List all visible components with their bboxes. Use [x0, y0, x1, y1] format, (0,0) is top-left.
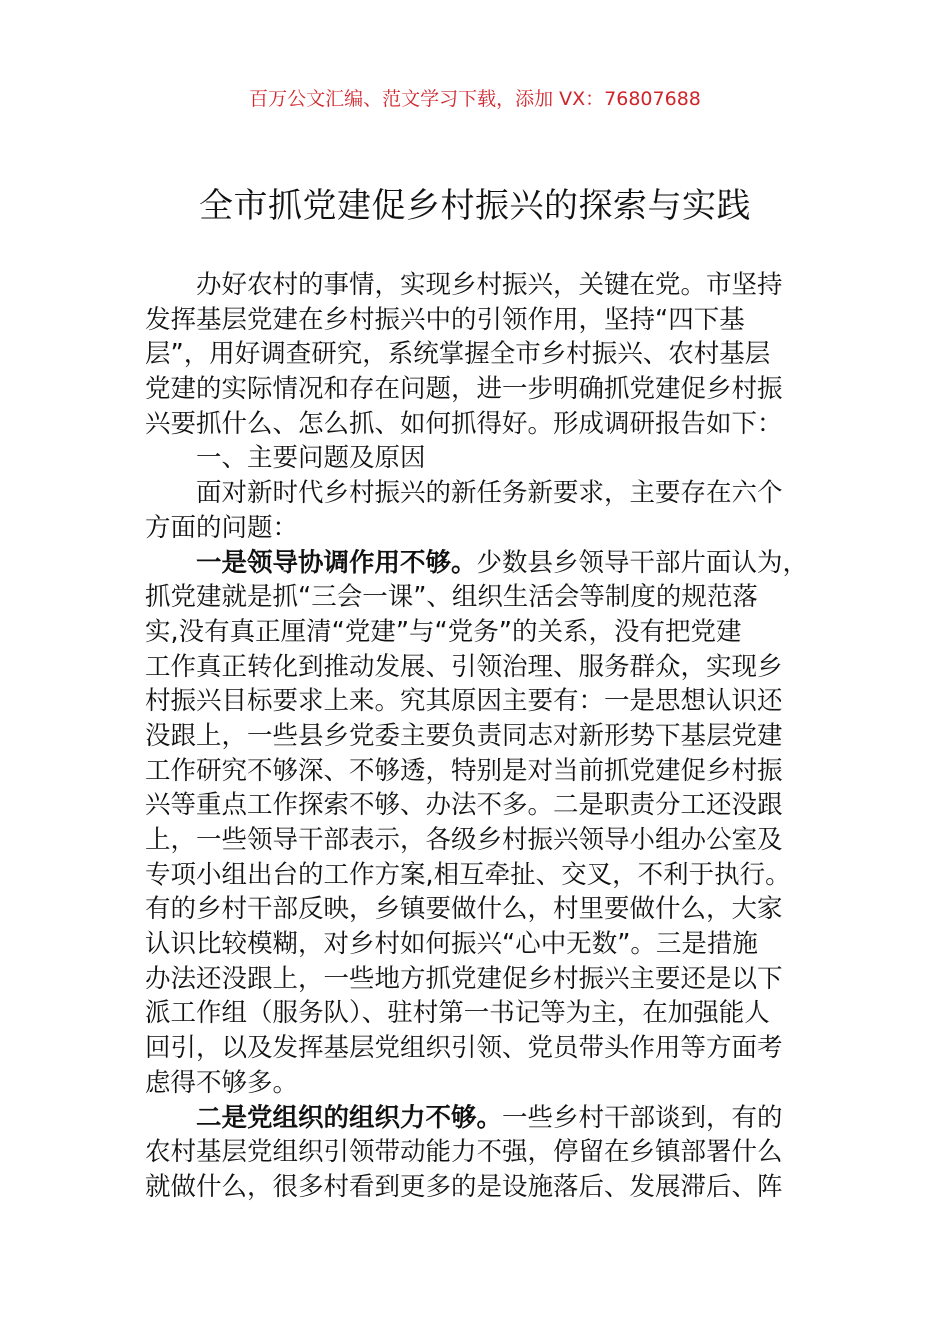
text-line [145, 580, 845, 615]
text-line [145, 754, 845, 789]
text-line [145, 719, 845, 754]
text-line [145, 650, 845, 685]
text-line [145, 996, 845, 1031]
text-line [145, 337, 845, 372]
text-line [145, 372, 845, 407]
line-text: 少数县乡领导干部片面认为， [476, 547, 809, 578]
line-text: 派工作组（服务队）、驻村第一书记等为主，在加强能人 [145, 998, 770, 1029]
line-text: 面对新时代乡村振兴的新任务新要求，主要存在六个 [196, 478, 783, 509]
line-text: 农村基层党组织引领带动能力不强，停留在乡镇部署什么 [145, 1137, 783, 1168]
line-text: 认识比较模糊，对乡村如何振兴“心中无数”。三是措施 [145, 929, 758, 960]
line-text: 抓党建就是抓“三会一课”、组织生活会等制度的规范落 [145, 582, 758, 613]
line-text: 回引，以及发挥基层党组织引领、党员带头作用等方面考 [145, 1033, 783, 1064]
text-line [145, 927, 845, 962]
line-text: 有的乡村干部反映，乡镇要做什么，村里要做什么，大家 [145, 894, 783, 925]
text-line [145, 441, 845, 476]
text-line [145, 1135, 845, 1170]
line-text: 工作研究不够深、不够透，特别是对当前抓党建促乡村振 [145, 755, 783, 786]
line-text: 实,没有真正厘清“党建”与“党务”的关系，没有把党建 [145, 616, 742, 647]
text-line [145, 858, 845, 893]
text-line [145, 962, 845, 997]
line-text: 党建的实际情况和存在问题，进一步明确抓党建促乡村振 [145, 374, 783, 405]
text-line [145, 1031, 845, 1066]
text-line [145, 407, 845, 442]
line-text: 层”，用好调查研究，系统掌握全市乡村振兴、农村基层 [145, 339, 771, 370]
watermark-header: 百万公文汇编、范文学习下载，添加 VX：76807688 [249, 88, 701, 110]
bold-heading: 一是领导协调作用不够。 [196, 547, 477, 578]
line-text: 方面的问题： [145, 512, 299, 543]
text-line [145, 1170, 845, 1205]
line-text: 没跟上，一些县乡党委主要负责同志对新形势下基层党建 [145, 720, 783, 751]
text-line [145, 1101, 845, 1136]
line-text: 兴等重点工作探索不够、办法不多。二是职责分工还没跟 [145, 790, 783, 821]
line-text: 发挥基层党建在乡村振兴中的引领作用，坚持“四下基 [145, 304, 745, 335]
text-line [145, 546, 845, 581]
line-text: 一些乡村干部谈到，有的 [502, 1102, 783, 1133]
document-body [145, 268, 845, 1205]
line-text: 上，一些领导干部表示，各级乡村振兴领导小组办公室及 [145, 825, 783, 855]
line-text: 兴要抓什么、怎么抓、如何抓得好。形成调研报告如下： [145, 408, 783, 439]
line-text: 办好农村的事情，实现乡村振兴，关键在党。市坚持 [196, 270, 783, 300]
line-text: 虑得不够多。 [145, 1067, 299, 1098]
line-text: 就做什么，很多村看到更多的是设施落后、发展滞后、阵 [145, 1171, 783, 1202]
text-line [145, 476, 845, 511]
bold-heading: 二是党组织的组织力不够。 [196, 1102, 503, 1133]
text-line [145, 511, 845, 546]
line-text: 工作真正转化到推动发展、引领治理、服务群众，实现乡 [145, 651, 783, 682]
text-line [145, 303, 845, 338]
document-title: 全市抓党建促乡村振兴的探索与实践 [199, 186, 751, 226]
text-line [145, 1066, 845, 1101]
line-text: 村振兴目标要求上来。究其原因主要有：一是思想认识还 [145, 686, 783, 717]
text-line [145, 615, 845, 650]
text-line [145, 684, 845, 719]
text-line [145, 268, 845, 303]
line-text: 专项小组出台的工作方案,相互牵扯、交叉，不利于执行。 [145, 859, 791, 890]
text-line [145, 823, 845, 858]
text-line [145, 892, 845, 927]
line-text: 办法还没跟上，一些地方抓党建促乡村振兴主要还是以下 [145, 963, 783, 994]
text-line [145, 788, 845, 823]
line-text: 一、主要问题及原因 [196, 443, 426, 474]
